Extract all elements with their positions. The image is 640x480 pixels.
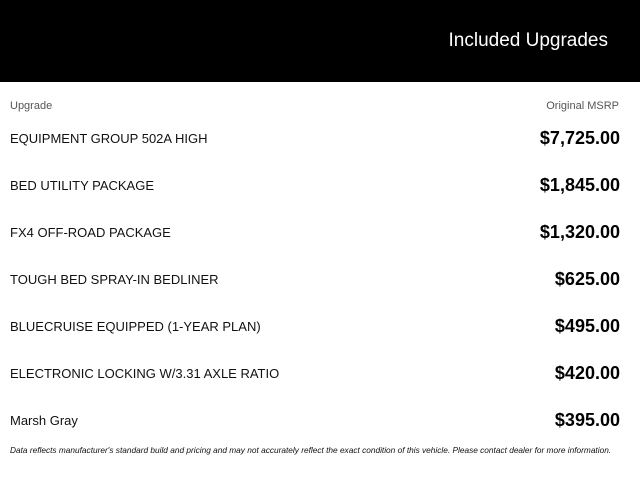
- upgrade-price: $420.00: [554, 363, 620, 383]
- upgrade-price: $395.00: [554, 410, 620, 430]
- upgrade-price: $495.00: [554, 316, 620, 336]
- upgrade-name: FX4 OFF-ROAD PACKAGE: [10, 225, 171, 240]
- upgrades-list: [10, 117, 620, 446]
- upgrade-row: [10, 399, 620, 446]
- header-banner: [0, 0, 640, 82]
- upgrade-name: EQUIPMENT GROUP 502A HIGH: [10, 131, 208, 146]
- upgrade-name: TOUGH BED SPRAY-IN BEDLINER: [10, 272, 219, 287]
- upgrade-row: [10, 211, 620, 258]
- upgrade-row: [10, 352, 620, 399]
- upgrade-price: $1,845.00: [539, 175, 620, 195]
- disclaimer-text: Data reflects manufacturer's standard build and pricing and may not accurately reflect the exact condition of this vehicle. Please contact dealer for more information.: [10, 445, 612, 455]
- upgrade-row: [10, 258, 620, 305]
- upgrade-name: BED UTILITY PACKAGE: [10, 178, 155, 193]
- upgrade-price: $1,320.00: [539, 222, 620, 242]
- upgrade-price: $7,725.00: [539, 128, 620, 148]
- upgrade-row: [10, 305, 620, 352]
- upgrade-name: Marsh Gray: [10, 413, 78, 428]
- upgrade-row: [10, 117, 620, 164]
- column-header-msrp: Original MSRP: [546, 100, 619, 112]
- column-header-upgrade: Upgrade: [10, 100, 53, 112]
- upgrade-row: [10, 164, 620, 211]
- upgrade-price: $625.00: [554, 269, 620, 289]
- page-title: Included Upgrades: [448, 30, 608, 51]
- upgrade-name: ELECTRONIC LOCKING W/3.31 AXLE RATIO: [10, 366, 280, 381]
- upgrade-name: BLUECRUISE EQUIPPED (1-YEAR PLAN): [10, 319, 261, 334]
